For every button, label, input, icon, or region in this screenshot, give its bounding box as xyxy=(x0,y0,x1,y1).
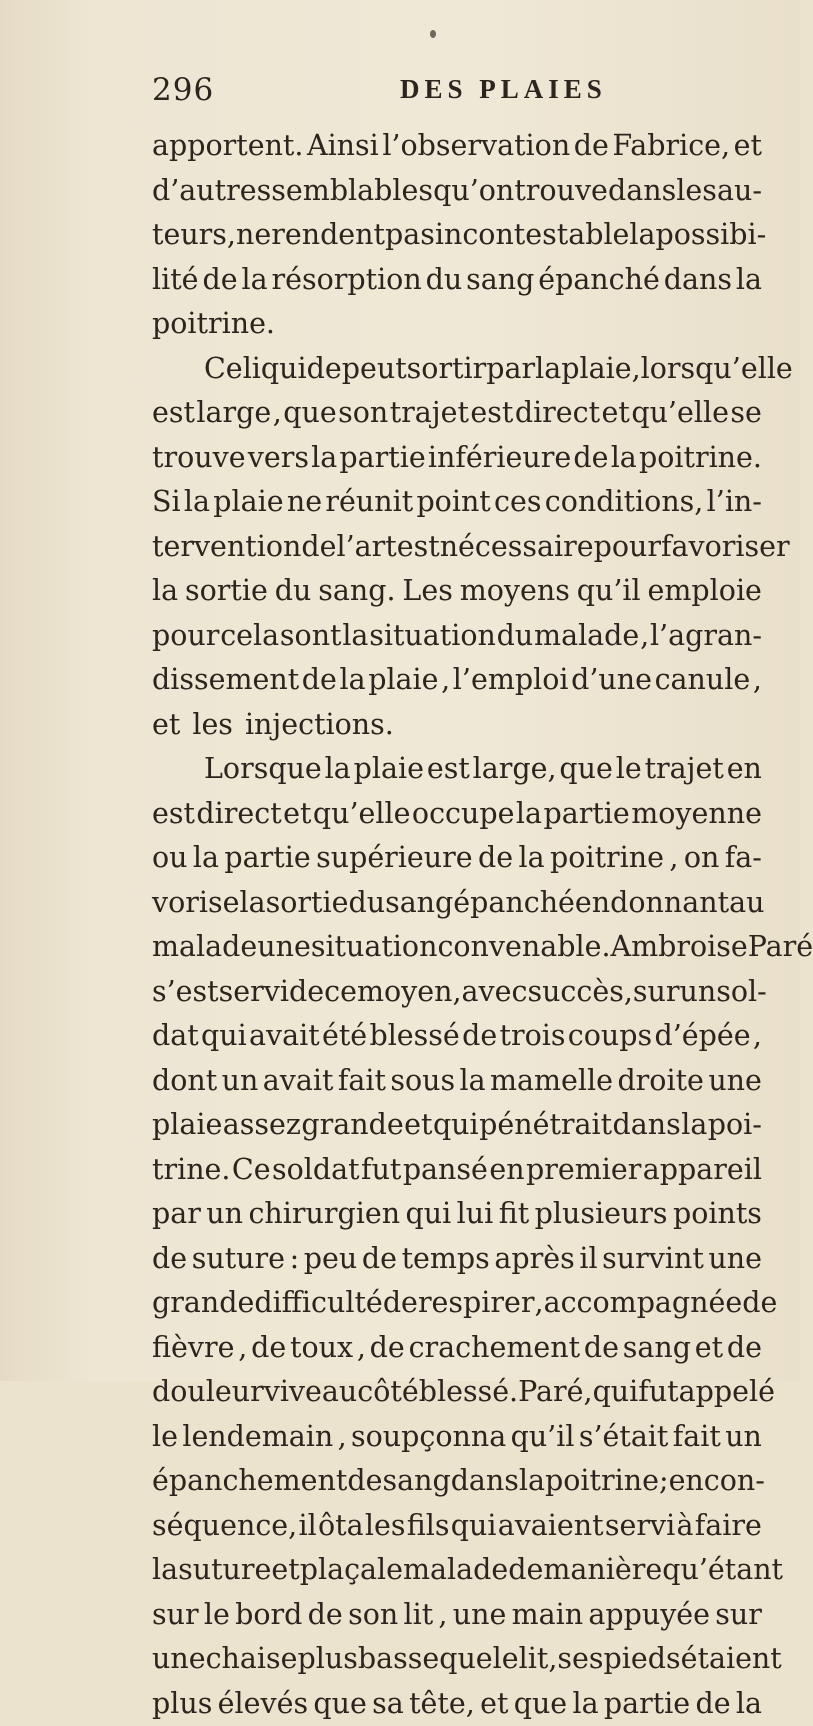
text-line: trine. Ce soldat fut pansé en premier appareil xyxy=(152,1148,762,1193)
text-line: dont un avait fait sous la mamelle droite une xyxy=(152,1059,762,1104)
text-line: d’autres semblables qu’on trouve dans les au- xyxy=(152,169,762,214)
text-line: lité de la résorption du sang épanché dans la xyxy=(152,258,762,303)
text-line: dissement de la plaie , l’emploi d’une canule , xyxy=(152,658,762,703)
text-line: Si la plaie ne réunit point ces conditions, l’in- xyxy=(152,480,762,525)
text-line: pour cela sont la situation du malade , l’agran- xyxy=(152,614,762,659)
page-header xyxy=(152,72,752,112)
text-line: grande difficulté de respirer , accompagnée de xyxy=(152,1281,762,1326)
text-line: plus élevés que sa tête, et que la partie de la xyxy=(152,1682,762,1726)
text-line: trouve vers la partie inférieure de la poitrine. xyxy=(152,436,762,481)
text-line: Lorsque la plaie est large, que le trajet en xyxy=(152,747,762,792)
text-line: malade une situation convenable. Ambroise Paré xyxy=(152,925,762,970)
text-line: poitrine. xyxy=(152,302,762,347)
text-line: s’est servi de ce moyen, avec succès, sur un sol- xyxy=(152,970,762,1015)
text-line: vorise la sortie du sang épanché en donnant au xyxy=(152,881,762,926)
text-line: la suture et plaça le malade de manière qu’étant xyxy=(152,1548,762,1593)
text-line: épanchement de sang dans la poitrine ; en con- xyxy=(152,1459,762,1504)
text-line: apportent. Ainsi l’observation de Fabrice, et xyxy=(152,124,762,169)
ink-mark xyxy=(430,30,436,38)
text-line: dat qui avait été blessé de trois coups d’épée , xyxy=(152,1014,762,1059)
text-line: sur le bord de son lit , une main appuyée sur xyxy=(152,1593,762,1638)
text-line: le lendemain , soupçonna qu’il s’était fait un xyxy=(152,1415,762,1460)
text-line: et les injections. xyxy=(152,703,762,748)
text-line: plaie assez grande et qui pénétrait dans la poi- xyxy=(152,1103,762,1148)
text-line: douleur vive au côté blessé. Paré, qui fut appelé xyxy=(152,1370,762,1415)
page-number: 296 xyxy=(152,72,214,108)
text-line: tervention de l’art est nécessaire pour favoriser xyxy=(152,525,762,570)
text-line: la sortie du sang. Les moyens qu’il emploie xyxy=(152,569,762,614)
body-text xyxy=(152,124,762,1726)
text-line: séquence, il ôta les fils qui avaient servi à faire xyxy=(152,1504,762,1549)
text-line: Ce liquide peut sortir par la plaie, lorsqu’elle xyxy=(152,347,762,392)
running-title: DES PLAIES xyxy=(400,74,607,105)
text-line: teurs, ne rendent pas incontestable la possibi- xyxy=(152,213,762,258)
text-line: est direct et qu’elle occupe la partie moyenne xyxy=(152,792,762,837)
text-line: est large , que son trajet est direct et qu’elle se xyxy=(152,391,762,436)
text-line: fièvre , de toux , de crachement de sang et de xyxy=(152,1326,762,1371)
text-line: ou la partie supérieure de la poitrine , on fa- xyxy=(152,836,762,881)
text-line: de suture : peu de temps après il survint une xyxy=(152,1237,762,1282)
text-line: une chaise plus basse que le lit, ses pieds étaient xyxy=(152,1637,762,1682)
text-line: par un chirurgien qui lui fit plusieurs points xyxy=(152,1192,762,1237)
